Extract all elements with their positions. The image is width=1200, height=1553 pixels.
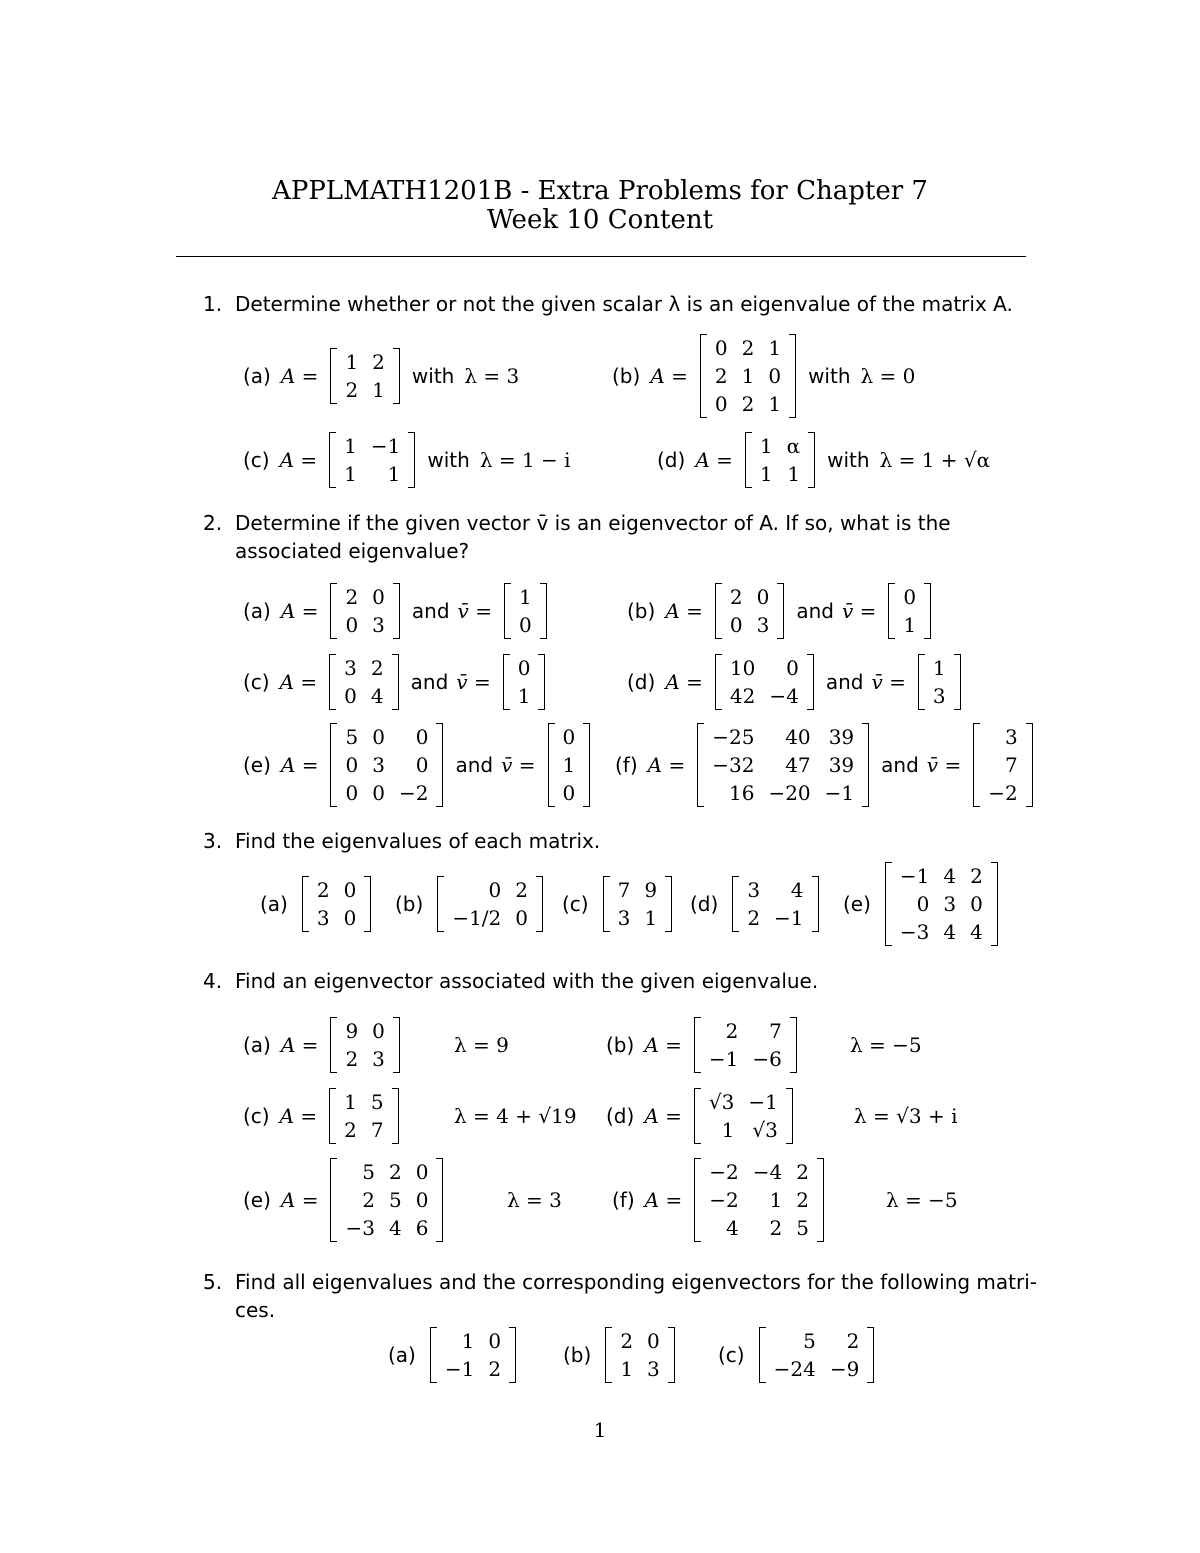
matrix-name: A = <box>280 1188 319 1212</box>
matrix-entry: 0 <box>786 656 799 680</box>
matrix-entry: 1 <box>344 434 357 458</box>
part-label: (b) <box>395 892 424 916</box>
connector-text: with <box>411 364 455 388</box>
matrix <box>330 583 399 639</box>
matrix-name: A = <box>665 670 703 694</box>
matrix-name: A = <box>280 364 319 388</box>
matrix-entry: −1 <box>444 1357 475 1381</box>
matrix-entry: 1 <box>461 1329 475 1353</box>
matrix-entry: 7 <box>370 1118 384 1142</box>
matrix-entry: 0 <box>372 781 385 805</box>
matrix-entry: 2 <box>362 1188 375 1212</box>
q3-text: Find the eigenvalues of each matrix. <box>235 829 601 853</box>
part-label: (b) <box>612 364 641 388</box>
matrix-entry: 6 <box>415 1216 429 1240</box>
part-label: (b) <box>606 1033 635 1057</box>
matrix-entry: 1 <box>768 392 782 416</box>
matrix-entry: 4 <box>370 684 384 708</box>
q5-part <box>388 1327 520 1383</box>
matrix-entry: 40 <box>785 725 811 749</box>
matrix-entry: 5 <box>345 725 359 749</box>
matrix-entry: 1 <box>903 613 917 637</box>
matrix-entry: 2 <box>316 878 330 902</box>
part-label: (c) <box>243 448 270 472</box>
q4-part <box>243 1017 509 1073</box>
q4-text: Find an eigenvector associated with the given eigenvalue. <box>235 969 819 993</box>
matrix <box>330 1158 443 1242</box>
q1-number: 1. <box>203 292 223 316</box>
eigenvalue-expr: λ = 1 + √α <box>879 448 991 472</box>
matrix-entry: −2 <box>988 781 1018 805</box>
eigenvalue-expr: λ = 3 <box>507 1188 562 1212</box>
matrix-entry: 3 <box>372 753 385 777</box>
matrix-entry: 3 <box>617 906 631 930</box>
part-label: (f) <box>615 753 638 777</box>
vector-name: v̄ = <box>457 599 492 623</box>
connector-text: and <box>825 670 864 694</box>
matrix-entry: 2 <box>370 656 384 680</box>
matrix-entry: 2 <box>741 336 755 360</box>
matrix-entry: 2 <box>488 1357 502 1381</box>
matrix-entry: 0 <box>345 781 359 805</box>
matrix <box>329 432 415 488</box>
matrix-entry: 2 <box>970 864 983 888</box>
q2-part <box>243 583 551 639</box>
q4-part <box>243 1158 562 1242</box>
matrix-entry: 3 <box>647 1357 660 1381</box>
matrix-entry: −2 <box>709 1188 739 1212</box>
matrix-entry: 2 <box>714 364 728 388</box>
matrix-entry: 0 <box>415 725 429 749</box>
matrix <box>330 348 399 404</box>
matrix-entry: −1 <box>899 864 930 888</box>
q3-part <box>562 876 676 932</box>
matrix-entry: 2 <box>846 1329 860 1353</box>
matrix-entry: −1 <box>370 434 401 458</box>
matrix-entry: 1 <box>741 364 755 388</box>
matrix-entry: 1 <box>768 336 782 360</box>
matrix-entry: 2 <box>741 392 755 416</box>
matrix-entry: 0 <box>756 585 770 609</box>
matrix-entry: −1/2 <box>452 906 502 930</box>
q1-text: Determine whether or not the given scalar λ is an eigenvalue of the matrix A. <box>235 292 1013 316</box>
eigenvalue-expr: λ = √3 + i <box>854 1104 958 1128</box>
q5-part <box>563 1327 679 1383</box>
page-number: 1 <box>593 1418 607 1442</box>
q5-number: 5. <box>203 1270 223 1294</box>
title-line-1: APPLMATH1201B - Extra Problems for Chapter 7 <box>272 176 928 206</box>
matrix-entry: 2 <box>725 1019 739 1043</box>
matrix-entry: 0 <box>518 613 532 637</box>
matrix-entry: 0 <box>768 364 782 388</box>
q5-part <box>718 1327 878 1383</box>
matrix <box>603 876 672 932</box>
matrix-entry: 1 <box>562 753 576 777</box>
q1-part <box>243 432 571 488</box>
matrix-name: A = <box>650 364 688 388</box>
matrix-name: A = <box>644 1033 682 1057</box>
matrix-entry: −3 <box>345 1216 375 1240</box>
q3-part <box>690 876 823 932</box>
matrix <box>732 876 818 932</box>
q2-number: 2. <box>203 511 223 535</box>
part-label: (a) <box>243 364 271 388</box>
matrix-entry: 2 <box>344 1118 357 1142</box>
matrix-entry: 3 <box>1004 725 1018 749</box>
q4-part <box>612 1158 958 1242</box>
matrix-entry: −32 <box>712 753 755 777</box>
matrix-entry: 0 <box>562 725 576 749</box>
connector-text: with <box>427 448 470 472</box>
part-label: (c) <box>562 892 589 916</box>
eigenvalue-expr: λ = 0 <box>860 364 916 388</box>
matrix-entry: 1 <box>344 1090 357 1114</box>
matrix-entry: 7 <box>769 1019 782 1043</box>
matrix-entry: 2 <box>515 878 528 902</box>
matrix-entry: 0 <box>515 906 528 930</box>
matrix-entry: 0 <box>970 892 983 916</box>
matrix-entry: 0 <box>714 392 728 416</box>
matrix-entry: −24 <box>773 1357 816 1381</box>
matrix-entry: −25 <box>712 725 755 749</box>
q3-part <box>395 876 547 932</box>
matrix <box>605 1327 674 1383</box>
vector <box>504 583 547 639</box>
matrix-entry: −1 <box>708 1047 739 1071</box>
matrix <box>694 1088 793 1144</box>
eigenvalue-expr: λ = 9 <box>454 1033 509 1057</box>
matrix-entry: 0 <box>344 684 357 708</box>
matrix-entry: −6 <box>752 1047 782 1071</box>
connector-text: and <box>411 599 450 623</box>
matrix-entry: 2 <box>345 1047 359 1071</box>
matrix-name: A = <box>279 670 318 694</box>
matrix-name: A = <box>644 1188 683 1212</box>
matrix-entry: 2 <box>796 1188 809 1212</box>
matrix-entry: 0 <box>372 585 385 609</box>
matrix-entry: 47 <box>785 753 811 777</box>
q1-part <box>612 334 915 418</box>
matrix <box>745 432 815 488</box>
matrix-entry: 2 <box>729 585 743 609</box>
matrix-entry: 1 <box>759 462 773 486</box>
matrix-entry: 42 <box>729 684 756 708</box>
eigenvalue-expr: λ = −5 <box>850 1033 922 1057</box>
eigenvalue-expr: λ = 3 <box>464 364 520 388</box>
part-label: (a) <box>243 1033 271 1057</box>
matrix-entry: 1 <box>518 585 532 609</box>
part-label: (d) <box>627 670 656 694</box>
q2-part <box>627 654 965 710</box>
matrix-entry: 5 <box>370 1090 384 1114</box>
part-label: (a) <box>243 599 271 623</box>
matrix-entry: 0 <box>343 878 357 902</box>
q4-part <box>243 1088 577 1144</box>
matrix-entry: 2 <box>769 1216 783 1240</box>
matrix-entry: 3 <box>747 878 761 902</box>
matrix-entry: 0 <box>415 1188 429 1212</box>
connector-text: with <box>827 448 870 472</box>
q5-text-line-1: Find all eigenvalues and the corresponding eigenvectors for the following matri- <box>235 1270 1038 1294</box>
matrix-entry: 0 <box>345 753 359 777</box>
q3-part <box>260 876 375 932</box>
matrix-entry: 2 <box>796 1160 809 1184</box>
q1-part <box>657 432 990 488</box>
matrix <box>694 1158 824 1242</box>
matrix-entry: 1 <box>620 1357 634 1381</box>
matrix-entry: −9 <box>829 1357 860 1381</box>
matrix-entry: 5 <box>796 1216 809 1240</box>
matrix-entry: 0 <box>916 892 930 916</box>
matrix-entry: 1 <box>759 434 773 458</box>
q4-part <box>606 1017 922 1073</box>
matrix-entry: −2 <box>709 1160 739 1184</box>
matrix-entry: 3 <box>344 656 357 680</box>
matrix-name: A = <box>695 448 733 472</box>
matrix-entry: 4 <box>943 920 957 944</box>
matrix-name: A = <box>644 1104 682 1128</box>
q4-number: 4. <box>203 969 223 993</box>
matrix-entry: −3 <box>899 920 930 944</box>
matrix-entry: 0 <box>415 1160 429 1184</box>
matrix <box>302 876 371 932</box>
matrix-entry: 0 <box>562 781 576 805</box>
title-line-2: Week 10 Content <box>486 205 714 235</box>
matrix-name: A = <box>665 599 703 623</box>
matrix-entry: 0 <box>345 613 359 637</box>
q1-part <box>243 348 519 404</box>
matrix-entry: 39 <box>828 725 855 749</box>
matrix <box>330 1017 399 1073</box>
matrix-entry: 3 <box>756 613 770 637</box>
matrix-entry: 1 <box>721 1118 735 1142</box>
matrix-entry: 5 <box>388 1188 402 1212</box>
matrix-entry: 1 <box>387 462 401 486</box>
matrix <box>329 1088 398 1144</box>
q3-number: 3. <box>203 829 223 853</box>
matrix-entry: 16 <box>728 781 755 805</box>
matrix-entry: 2 <box>372 350 385 374</box>
matrix-entry: 2 <box>388 1160 402 1184</box>
title-divider <box>176 256 1026 257</box>
vector <box>503 654 546 710</box>
q2-part <box>243 654 549 710</box>
connector-text: with <box>808 364 851 388</box>
matrix-entry: 1 <box>644 906 658 930</box>
matrix-entry: 0 <box>517 656 531 680</box>
matrix-entry: 0 <box>372 1019 385 1043</box>
eigenvalue-expr: λ = 1 − i <box>479 448 571 472</box>
matrix-entry: 10 <box>729 656 756 680</box>
q3-part <box>843 862 1002 946</box>
matrix-entry: 1 <box>517 684 531 708</box>
matrix-entry: −1 <box>774 906 804 930</box>
vector <box>888 583 931 639</box>
vector-name: v̄ = <box>501 753 536 777</box>
matrix-entry: 2 <box>747 906 761 930</box>
matrix-entry: 1 <box>769 1188 783 1212</box>
matrix-entry: √3 <box>752 1118 778 1142</box>
matrix-name: A = <box>647 753 686 777</box>
matrix <box>715 583 784 639</box>
matrix-entry: 4 <box>388 1216 402 1240</box>
matrix-entry: 0 <box>372 725 385 749</box>
matrix-entry: 0 <box>903 585 917 609</box>
part-label: (e) <box>243 753 271 777</box>
matrix <box>697 723 869 807</box>
matrix-entry: −20 <box>768 781 811 805</box>
connector-text: and <box>881 753 919 777</box>
matrix-entry: 1 <box>344 462 357 486</box>
matrix-name: A = <box>280 1033 319 1057</box>
matrix-entry: 9 <box>644 878 658 902</box>
matrix-entry: 4 <box>943 864 957 888</box>
matrix-entry: −4 <box>752 1160 783 1184</box>
matrix-entry: 3 <box>316 906 330 930</box>
part-label: (f) <box>612 1188 635 1212</box>
part-label: (d) <box>606 1104 635 1128</box>
matrix-entry: 3 <box>943 892 957 916</box>
matrix <box>885 862 998 946</box>
q2-part <box>615 723 1037 807</box>
matrix <box>700 334 796 418</box>
q2-part <box>627 583 935 639</box>
matrix-name: A = <box>280 599 319 623</box>
matrix-entry: 0 <box>415 753 429 777</box>
part-label: (d) <box>690 892 719 916</box>
matrix-entry: 1 <box>787 462 801 486</box>
matrix-entry: 7 <box>1004 753 1018 777</box>
matrix-entry: 3 <box>372 613 385 637</box>
q4-part <box>606 1088 958 1144</box>
matrix-entry: 3 <box>372 1047 385 1071</box>
part-label: (c) <box>718 1343 745 1367</box>
part-label: (d) <box>657 448 686 472</box>
part-label: (c) <box>243 1104 270 1128</box>
matrix-entry: 9 <box>345 1019 359 1043</box>
matrix-entry: 4 <box>790 878 804 902</box>
part-label: (e) <box>243 1188 271 1212</box>
matrix-entry: 5 <box>362 1160 375 1184</box>
matrix-entry: 0 <box>488 1329 502 1353</box>
q2-part <box>243 723 594 807</box>
q2-text-line-1: Determine if the given vector v̄ is an eigenvector of A. If so, what is the <box>235 511 951 535</box>
connector-text: and <box>455 753 494 777</box>
matrix-entry: 1 <box>372 378 385 402</box>
eigenvalue-expr: λ = −5 <box>886 1188 958 1212</box>
matrix-entry: 0 <box>343 906 357 930</box>
matrix-entry: 2 <box>345 585 359 609</box>
connector-text: and <box>410 670 449 694</box>
matrix-entry: 4 <box>970 920 983 944</box>
matrix-entry: √3 <box>708 1090 735 1114</box>
matrix-entry: −4 <box>769 684 799 708</box>
matrix-entry: 1 <box>345 350 359 374</box>
matrix-entry: 5 <box>803 1329 816 1353</box>
matrix-entry: 0 <box>729 613 743 637</box>
matrix-entry: 4 <box>725 1216 739 1240</box>
vector-name: v̄ = <box>871 670 906 694</box>
part-label: (a) <box>260 892 288 916</box>
connector-text: and <box>796 599 834 623</box>
matrix-entry: 0 <box>714 336 728 360</box>
part-label: (c) <box>243 670 270 694</box>
matrix-entry: −2 <box>398 781 429 805</box>
matrix-name: A = <box>279 1104 318 1128</box>
matrix-entry: 0 <box>488 878 502 902</box>
vector <box>548 723 591 807</box>
part-label: (e) <box>843 892 871 916</box>
q2-text-line-2: associated eigenvalue? <box>235 539 470 563</box>
matrix-entry: 2 <box>345 378 359 402</box>
eigenvalue-expr: λ = 4 + √19 <box>454 1104 577 1128</box>
matrix-entry: 0 <box>647 1329 660 1353</box>
matrix-entry: 7 <box>617 878 631 902</box>
matrix <box>694 1017 797 1073</box>
vector-name: v̄ = <box>456 670 491 694</box>
matrix-entry: 1 <box>932 656 946 680</box>
matrix-entry: −1 <box>824 781 855 805</box>
vector-name: v̄ = <box>926 753 962 777</box>
q5-text-line-2: ces. <box>235 1298 276 1322</box>
matrix-entry: α <box>786 434 801 458</box>
part-label: (a) <box>388 1343 416 1367</box>
matrix-entry: 2 <box>620 1329 634 1353</box>
matrix <box>437 876 543 932</box>
matrix <box>330 723 443 807</box>
matrix <box>715 654 814 710</box>
matrix-name: A = <box>279 448 318 472</box>
vector <box>973 723 1032 807</box>
matrix-entry: 3 <box>932 684 946 708</box>
vector <box>918 654 961 710</box>
part-label: (b) <box>563 1343 592 1367</box>
matrix-entry: −1 <box>748 1090 778 1114</box>
matrix <box>430 1327 516 1383</box>
part-label: (b) <box>627 599 656 623</box>
vector-name: v̄ = <box>841 599 877 623</box>
matrix-name: A = <box>280 753 319 777</box>
matrix <box>759 1327 875 1383</box>
matrix <box>329 654 398 710</box>
matrix-entry: 39 <box>828 753 855 777</box>
